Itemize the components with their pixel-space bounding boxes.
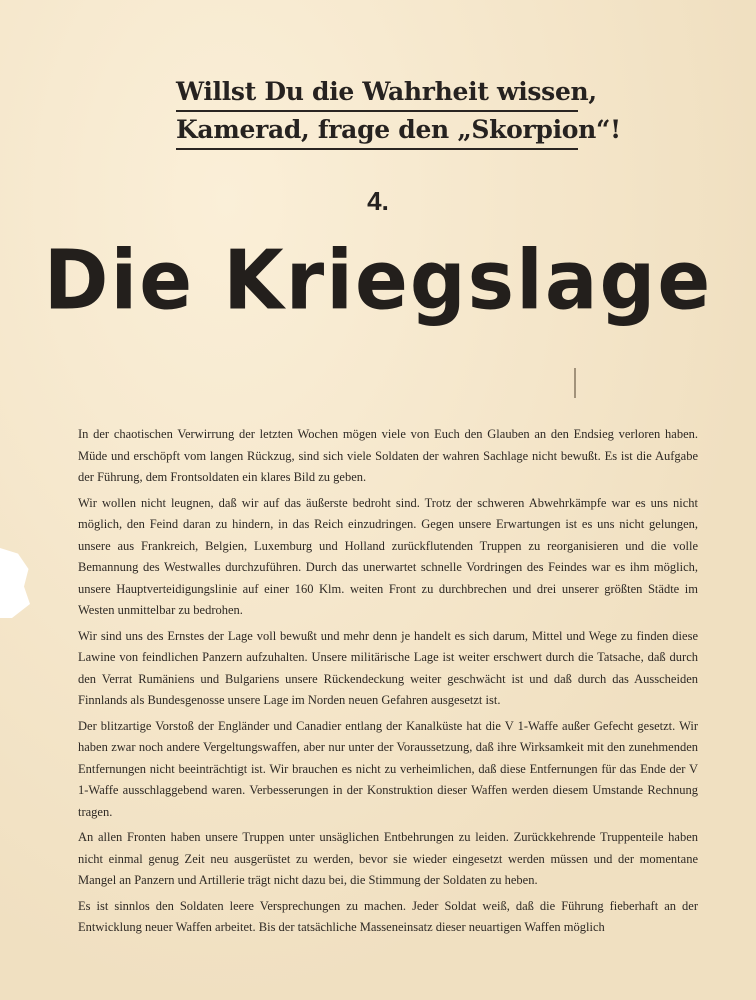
paragraph: Wir sind uns des Ernstes der Lage voll bewußt und mehr denn je handelt es sich darum, Mittel und Wege zu finden diese Lawine von feindlichen Panzern aufzuhalten. Unsere militärische Lage ist weiter erschwert durch die Tatsache, daß durch den Verrat Rumäniens und Bulgariens unsere Rückendeckung weiter geschwächt ist und daß durch das Ausscheiden Finnlands als Bundesgenosse unsere Lage im Norden neuen Gefahren ausgesetzt ist. [78, 628, 698, 707]
paragraph: Der blitzartige Vorstoß der Engländer und Canadier entlang der Kanalküste hat die V 1-Waffe außer Gefecht gesetzt. Wir haben zwar noch andere Vergeltungswaffen, aber nur unter der Voraussetzung, daß ihre Wirksamkeit mit den zunehmenden Entfernungen nicht beeinträchtigt ist. Wir brauchen es nicht zu verheimlichen, daß diese Entfernungen für das Ende der V 1-Waffe ausschlaggebend waren. Verbesserungen in der Konstruktion dieser Waffen werden diesem Umstande Rechnung tragen. [78, 718, 698, 819]
paragraph: Es ist sinnlos den Soldaten leere Versprechungen zu machen. Jeder Soldat weiß, daß die Führung fieberhaft an der Entwicklung neuer Waffen arbeitet. Bis der tatsächliche Masseneinsatz dieser neuartigen Waffen möglich [78, 898, 698, 934]
article-body [78, 424, 698, 943]
paragraph: Wir wollen nicht leugnen, daß wir auf das äußerste bedroht sind. Trotz der schweren Abwehrkämpfe war es uns nicht möglich, den Feind daran zu hindern, in das Reich einzudringen. Gegen unsere Erwartungen ist es uns nicht gelungen, unsere aus Frankreich, Belgien, Luxemburg und Holland zurückflutenden Truppen zu reorganisieren und die volle Bemannung des Westwalles durchzuführen. Durch das unerwartet schnelle Vordringen des Feindes war es ihm möglich, unsere Hauptverteidigungslinie auf einer 160 Klm. weiten Front zu durchbrechen und drei unserer größten Städte im Westen unmittelbar zu bedrohen. [78, 495, 698, 617]
paragraph: An allen Fronten haben unsere Truppen unter unsäglichen Entbehrungen zu leiden. Zurückkehrende Truppenteile haben nicht einmal genug Zeit neu ausgerüstet zu werden, bevor sie wieder eingesetzt werden müssen und der momentane Mangel an Panzern und Artillerie trägt nicht dazu bei, die Stimmung der Soldaten zu heben. [78, 830, 698, 887]
paragraph: In der chaotischen Verwirrung der letzten Wochen mögen viele von Euch den Glauben an den Endsieg verloren haben. Müde und erschöpft vom langen Rückzug, sind sich viele Soldaten der wahren Sachlage nicht bewußt. Es ist die Aufgabe der Führung, dem Frontsoldaten ein klares Bild zu geben. [78, 427, 698, 484]
page-title: Die Kriegslage [43, 233, 713, 329]
header-underline [176, 148, 578, 150]
header-line-1: Willst Du die Wahrheit wissen, [176, 77, 597, 106]
issue-number: 4. [367, 186, 389, 216]
paper-tear [0, 548, 30, 618]
leaflet-header [176, 74, 621, 150]
header-line-2: Kamerad, frage den „Skorpion“! [176, 115, 621, 144]
ink-mark [574, 368, 576, 398]
